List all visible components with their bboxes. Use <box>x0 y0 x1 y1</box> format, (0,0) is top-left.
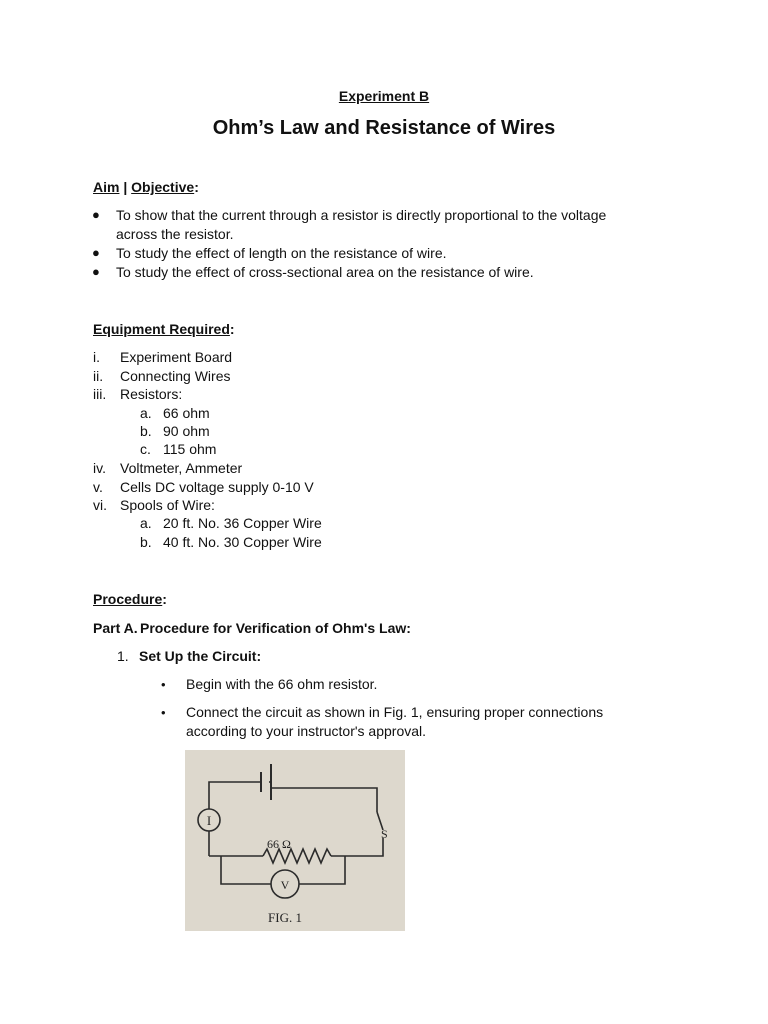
list-item: Resistors: <box>120 386 183 402</box>
bullet-icon: ● <box>92 207 100 222</box>
procedure-bullet-2-cont: according to your instructor's approval. <box>186 723 427 739</box>
switch-label: S <box>381 827 388 841</box>
list-item: Experiment Board <box>120 349 233 365</box>
sublist-item: 115 ohm <box>163 441 217 457</box>
page-title: Ohm’s Law and Resistance of Wires <box>212 117 556 139</box>
aim-colon: : <box>194 179 199 195</box>
list-item: Cells DC voltage supply 0-10 V <box>120 479 314 495</box>
equipment-label: Equipment Required <box>93 321 230 337</box>
sublist-letter: a. <box>140 405 152 421</box>
step-title: Set Up the Circuit: <box>139 648 262 664</box>
figure-background <box>185 750 405 931</box>
procedure-bullet-2: Connect the circuit as shown in Fig. 1, ensuring proper connections <box>186 704 604 720</box>
equipment-colon: : <box>229 321 235 337</box>
aim-bullet-2: To study the effect of length on the resistance of wire. <box>116 245 447 261</box>
experiment-label <box>0 88 768 104</box>
experiment-label-text: Experiment B <box>338 88 430 104</box>
aim-bullet-1-cont: across the resistor. <box>116 226 234 242</box>
procedure-bullet-1: Begin with the 66 ohm resistor. <box>186 676 378 692</box>
list-number: iv. <box>93 460 106 476</box>
part-a-label: Part A. <box>93 620 138 636</box>
sublist-letter: a. <box>140 515 152 531</box>
aim-bullet-1: To show that the current through a resistor is directly proportional to the voltage <box>116 207 607 223</box>
procedure-heading <box>93 591 167 607</box>
sublist-letter: c. <box>140 441 151 457</box>
bullet-icon: • <box>161 705 166 720</box>
list-item: Connecting Wires <box>120 368 231 384</box>
list-item: Voltmeter, Ammeter <box>120 460 243 476</box>
bullet-icon: • <box>161 677 166 692</box>
sublist-letter: b. <box>140 423 152 439</box>
bullet-icon: ● <box>92 245 100 260</box>
procedure-label: Procedure <box>93 591 163 607</box>
aim-separator: | <box>123 179 128 195</box>
list-number: iii. <box>93 386 107 402</box>
sublist-item: 20 ft. No. 36 Copper Wire <box>163 515 322 531</box>
aim-label: Aim <box>93 179 120 195</box>
sublist-item: 90 ohm <box>163 423 210 439</box>
sublist-letter: b. <box>140 534 152 550</box>
bullet-icon: ● <box>92 264 100 279</box>
procedure-colon: : <box>162 591 167 607</box>
sublist-item: 66 ohm <box>163 405 210 421</box>
list-number: i. <box>93 349 100 365</box>
sublist-item: 40 ft. No. 30 Copper Wire <box>163 534 322 550</box>
ammeter-label: I <box>206 813 212 828</box>
step-number: 1. <box>117 648 129 664</box>
list-item: Spools of Wire: <box>120 497 215 513</box>
equipment-heading <box>93 321 235 337</box>
aim-heading <box>93 179 199 195</box>
aim-bullet-3: To study the effect of cross-sectional area on the resistance of wire. <box>116 264 534 280</box>
circuit-diagram-figure <box>185 750 405 931</box>
list-number: ii. <box>93 368 104 384</box>
part-a-title: Procedure for Verification of Ohm's Law: <box>140 620 411 636</box>
list-number: v. <box>93 479 103 495</box>
voltmeter-label: V <box>280 878 290 892</box>
objective-label: Objective <box>131 179 195 195</box>
figure-caption: FIG. 1 <box>268 910 302 925</box>
resistor-label: 66 Ω <box>267 837 291 851</box>
list-number: vi. <box>93 497 107 513</box>
